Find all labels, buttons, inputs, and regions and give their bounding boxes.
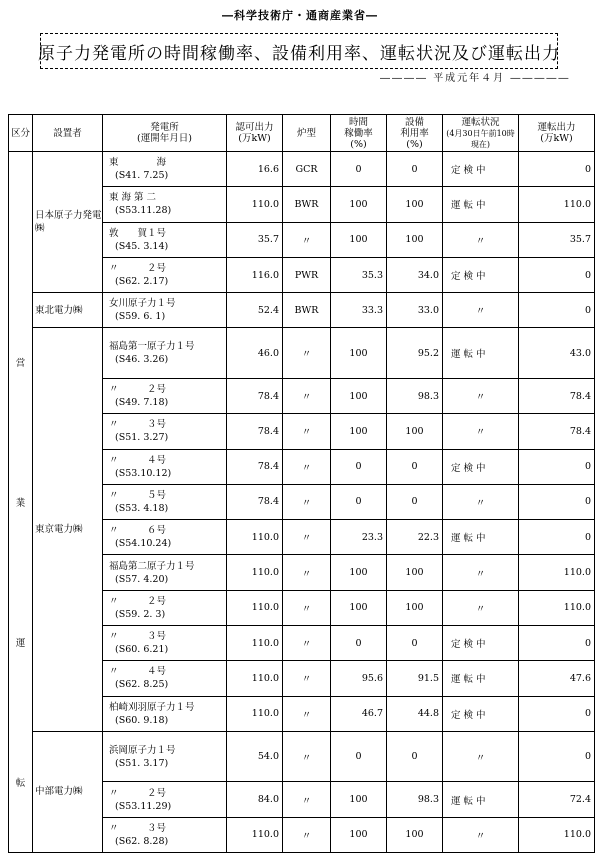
time-rate-cell: 100 bbox=[331, 414, 387, 449]
plant-name: 柏崎刈羽原子力１号 bbox=[109, 701, 195, 713]
time-rate-cell: 46.7 bbox=[331, 696, 387, 731]
plant-cell bbox=[103, 257, 227, 292]
capacity-cell: 54.0 bbox=[227, 731, 283, 781]
reactor-cell: 〃 bbox=[283, 222, 331, 257]
facility-rate-cell: 0 bbox=[387, 731, 443, 781]
output-cell: 0 bbox=[519, 257, 595, 292]
time-rate-cell: 0 bbox=[331, 152, 387, 187]
output-cell: 47.6 bbox=[519, 661, 595, 696]
plant-start-date: (S60. 9.18) bbox=[115, 714, 169, 726]
col-kubun: 区分 bbox=[9, 115, 33, 152]
status-cell: 〃 bbox=[443, 222, 519, 257]
title-box bbox=[40, 33, 558, 69]
col-output bbox=[519, 115, 595, 152]
output-cell: 72.4 bbox=[519, 782, 595, 817]
time-rate-cell: 0 bbox=[331, 731, 387, 781]
time-rate-cell: 95.6 bbox=[331, 661, 387, 696]
time-rate-cell: 100 bbox=[331, 378, 387, 413]
facility-rate-cell: 44.8 bbox=[387, 696, 443, 731]
reactor-cell: 〃 bbox=[283, 626, 331, 661]
capacity-cell: 46.0 bbox=[227, 328, 283, 378]
plant-cell bbox=[103, 152, 227, 187]
facility-rate-cell: 22.3 bbox=[387, 520, 443, 555]
col-status-l2: (4月30日午前10時現在) bbox=[446, 128, 515, 149]
plant-start-date: (S41. 7.25) bbox=[115, 170, 169, 182]
operator-tepco: 東京電力㈱ bbox=[33, 328, 103, 731]
output-cell: 0 bbox=[519, 152, 595, 187]
capacity-cell: 78.4 bbox=[227, 414, 283, 449]
output-cell: 0 bbox=[519, 520, 595, 555]
reactor-cell: 〃 bbox=[283, 782, 331, 817]
operator-tohoku: 東北電力㈱ bbox=[33, 293, 103, 328]
reactor-cell: 〃 bbox=[283, 520, 331, 555]
col-capacity-l1: 認可出力 bbox=[235, 122, 274, 133]
capacity-cell: 110.0 bbox=[227, 520, 283, 555]
plant-name: 敦 賀１号 bbox=[109, 227, 167, 239]
table-row bbox=[9, 152, 595, 187]
col-time-rate bbox=[331, 115, 387, 152]
table-row bbox=[9, 293, 595, 328]
reactor-cell: 〃 bbox=[283, 414, 331, 449]
plant-name: 〃 ３号 bbox=[109, 822, 167, 834]
status-cell: 運 転 中 bbox=[443, 661, 519, 696]
col-facility-rate-l3: (%) bbox=[406, 138, 423, 150]
plant-start-date: (S53.11.29) bbox=[115, 800, 172, 812]
plant-cell bbox=[103, 782, 227, 817]
reactor-cell: 〃 bbox=[283, 661, 331, 696]
reactor-cell: BWR bbox=[283, 187, 331, 222]
plant-start-date: (S62. 2.17) bbox=[115, 276, 169, 288]
time-rate-cell: 100 bbox=[331, 328, 387, 378]
status-cell: 〃 bbox=[443, 414, 519, 449]
plant-start-date: (S54.10.24) bbox=[115, 538, 172, 550]
col-facility-rate bbox=[387, 115, 443, 152]
status-cell: 定 検 中 bbox=[443, 626, 519, 661]
col-plant-l1: 発電所 bbox=[150, 122, 179, 133]
plant-cell bbox=[103, 328, 227, 378]
plant-cell bbox=[103, 590, 227, 625]
plant-name: 女川原子力１号 bbox=[109, 298, 176, 310]
facility-rate-cell: 100 bbox=[387, 817, 443, 852]
col-time-rate-l1: 時間 bbox=[348, 116, 368, 128]
reactor-cell: 〃 bbox=[283, 328, 331, 378]
plant-cell bbox=[103, 484, 227, 519]
plant-cell bbox=[103, 222, 227, 257]
kubun-cell bbox=[9, 152, 33, 853]
col-plant bbox=[103, 115, 227, 152]
plant-start-date: (S46. 3.26) bbox=[115, 354, 169, 366]
status-cell: 〃 bbox=[443, 817, 519, 852]
kubun-char: 営 bbox=[15, 358, 26, 369]
facility-rate-cell: 0 bbox=[387, 449, 443, 484]
capacity-cell: 110.0 bbox=[227, 696, 283, 731]
plant-start-date: (S51. 3.17) bbox=[115, 757, 169, 769]
status-cell: 定 検 中 bbox=[443, 257, 519, 292]
plant-cell bbox=[103, 696, 227, 731]
time-rate-cell: 100 bbox=[331, 187, 387, 222]
status-cell: 定 検 中 bbox=[443, 152, 519, 187]
capacity-cell: 52.4 bbox=[227, 293, 283, 328]
status-cell: 〃 bbox=[443, 555, 519, 590]
output-cell: 110.0 bbox=[519, 555, 595, 590]
capacity-cell: 110.0 bbox=[227, 817, 283, 852]
status-cell: 〃 bbox=[443, 590, 519, 625]
plant-cell bbox=[103, 293, 227, 328]
reactor-cell: 〃 bbox=[283, 731, 331, 781]
output-cell: 0 bbox=[519, 484, 595, 519]
plant-start-date: (S62. 8.25) bbox=[115, 679, 169, 691]
table-row bbox=[9, 731, 595, 781]
output-cell: 78.4 bbox=[519, 414, 595, 449]
reactor-cell: 〃 bbox=[283, 378, 331, 413]
plant-name: 〃 ２号 bbox=[109, 787, 167, 799]
report-date-text: 平成元年４月 bbox=[433, 73, 506, 84]
output-cell: 110.0 bbox=[519, 187, 595, 222]
facility-rate-cell: 100 bbox=[387, 414, 443, 449]
col-time-rate-l3: (%) bbox=[350, 138, 367, 150]
plant-name: 〃 ２号 bbox=[109, 263, 167, 275]
status-cell: 〃 bbox=[443, 378, 519, 413]
plant-table bbox=[8, 114, 595, 853]
col-capacity-l2: (万kW) bbox=[238, 133, 271, 144]
time-rate-cell: 0 bbox=[331, 484, 387, 519]
plant-name: 〃 ６号 bbox=[109, 525, 167, 537]
status-cell: 運 転 中 bbox=[443, 782, 519, 817]
output-cell: 0 bbox=[519, 449, 595, 484]
plant-start-date: (S53.10.12) bbox=[115, 467, 172, 479]
header-row bbox=[9, 115, 595, 152]
kubun-char: 運 bbox=[15, 638, 26, 649]
plant-cell bbox=[103, 520, 227, 555]
time-rate-cell: 35.3 bbox=[331, 257, 387, 292]
col-facility-rate-l1: 設備 bbox=[404, 116, 424, 128]
plant-name: 〃 ４号 bbox=[109, 666, 167, 678]
plant-cell bbox=[103, 555, 227, 590]
plant-start-date: (S60. 6.21) bbox=[115, 644, 169, 656]
output-cell: 110.0 bbox=[519, 817, 595, 852]
facility-rate-cell: 98.3 bbox=[387, 782, 443, 817]
facility-rate-cell: 100 bbox=[387, 590, 443, 625]
plant-start-date: (S57. 4.20) bbox=[115, 573, 169, 585]
output-cell: 0 bbox=[519, 696, 595, 731]
reactor-cell: PWR bbox=[283, 257, 331, 292]
plant-start-date: (S59. 2. 3) bbox=[115, 608, 166, 620]
plant-name: 浜岡原子力１号 bbox=[109, 744, 176, 756]
time-rate-cell: 100 bbox=[331, 555, 387, 590]
capacity-cell: 110.0 bbox=[227, 555, 283, 590]
facility-rate-cell: 98.3 bbox=[387, 378, 443, 413]
plant-name: 〃 ５号 bbox=[109, 489, 167, 501]
time-rate-cell: 100 bbox=[331, 222, 387, 257]
status-cell: 運 転 中 bbox=[443, 328, 519, 378]
status-cell: 〃 bbox=[443, 293, 519, 328]
plant-name: 福島第一原子力１号 bbox=[109, 341, 195, 353]
reactor-cell: 〃 bbox=[283, 817, 331, 852]
output-cell: 110.0 bbox=[519, 590, 595, 625]
reactor-cell: 〃 bbox=[283, 555, 331, 590]
kubun-char: 業 bbox=[15, 498, 26, 509]
page-title: 原子力発電所の時間稼働率、設備利用率、運転状況及び運転出力 bbox=[38, 43, 560, 64]
col-reactor: 炉型 bbox=[283, 115, 331, 152]
col-plant-l2: (運開年月日) bbox=[137, 133, 192, 144]
plant-name: 〃 ４号 bbox=[109, 454, 167, 466]
facility-rate-cell: 91.5 bbox=[387, 661, 443, 696]
facility-rate-cell: 100 bbox=[387, 555, 443, 590]
plant-cell bbox=[103, 449, 227, 484]
col-facility-rate-l2: 利用率 bbox=[400, 127, 429, 139]
plant-start-date: (S49. 7.18) bbox=[115, 397, 169, 409]
table-row bbox=[9, 328, 595, 378]
col-status bbox=[443, 115, 519, 152]
col-output-l2: (万kW) bbox=[540, 133, 573, 144]
time-rate-cell: 33.3 bbox=[331, 293, 387, 328]
col-capacity bbox=[227, 115, 283, 152]
operator-japc: 日本原子力発電㈱ bbox=[33, 152, 103, 293]
capacity-cell: 78.4 bbox=[227, 449, 283, 484]
capacity-cell: 78.4 bbox=[227, 378, 283, 413]
capacity-cell: 78.4 bbox=[227, 484, 283, 519]
status-cell: 定 検 中 bbox=[443, 449, 519, 484]
reactor-cell: 〃 bbox=[283, 484, 331, 519]
status-cell: 運 転 中 bbox=[443, 187, 519, 222]
reactor-cell: GCR bbox=[283, 152, 331, 187]
plant-start-date: (S62. 8.28) bbox=[115, 835, 169, 847]
plant-name: 〃 ２号 bbox=[109, 384, 167, 396]
plant-name: 〃 ３号 bbox=[109, 631, 167, 643]
plant-cell bbox=[103, 414, 227, 449]
plant-start-date: (S45. 3.14) bbox=[115, 240, 169, 252]
plant-cell bbox=[103, 661, 227, 696]
time-rate-cell: 23.3 bbox=[331, 520, 387, 555]
facility-rate-cell: 0 bbox=[387, 152, 443, 187]
capacity-cell: 116.0 bbox=[227, 257, 283, 292]
capacity-cell: 110.0 bbox=[227, 661, 283, 696]
facility-rate-cell: 0 bbox=[387, 626, 443, 661]
time-rate-cell: 100 bbox=[331, 590, 387, 625]
output-cell: 35.7 bbox=[519, 222, 595, 257]
time-rate-cell: 100 bbox=[331, 782, 387, 817]
reactor-cell: 〃 bbox=[283, 449, 331, 484]
output-cell: 0 bbox=[519, 626, 595, 661]
time-rate-cell: 100 bbox=[331, 817, 387, 852]
plant-start-date: (S59. 6. 1) bbox=[115, 311, 166, 323]
time-rate-cell: 0 bbox=[331, 626, 387, 661]
status-cell: 定 検 中 bbox=[443, 696, 519, 731]
output-cell: 0 bbox=[519, 293, 595, 328]
ministries-header: ―科学技術庁・通商産業省― bbox=[222, 9, 378, 22]
plant-start-date: (S53. 4.18) bbox=[115, 502, 169, 514]
capacity-cell: 84.0 bbox=[227, 782, 283, 817]
plant-name: 東 海 第 二 bbox=[109, 192, 157, 204]
output-cell: 0 bbox=[519, 731, 595, 781]
facility-rate-cell: 95.2 bbox=[387, 328, 443, 378]
plant-name: 福島第二原子力１号 bbox=[109, 560, 195, 572]
facility-rate-cell: 100 bbox=[387, 222, 443, 257]
plant-cell bbox=[103, 731, 227, 781]
reactor-cell: 〃 bbox=[283, 696, 331, 731]
time-rate-cell: 0 bbox=[331, 449, 387, 484]
capacity-cell: 35.7 bbox=[227, 222, 283, 257]
capacity-cell: 110.0 bbox=[227, 626, 283, 661]
col-output-l1: 運転出力 bbox=[537, 122, 576, 133]
capacity-cell: 16.6 bbox=[227, 152, 283, 187]
plant-cell bbox=[103, 626, 227, 661]
col-time-rate-l2: 稼働率 bbox=[344, 127, 373, 139]
plant-name: 〃 ３号 bbox=[109, 419, 167, 431]
kubun-char: 転 bbox=[15, 778, 26, 789]
capacity-cell: 110.0 bbox=[227, 590, 283, 625]
plant-start-date: (S53.11.28) bbox=[115, 205, 172, 217]
facility-rate-cell: 34.0 bbox=[387, 257, 443, 292]
plant-name: 東 海 bbox=[109, 157, 167, 169]
facility-rate-cell: 0 bbox=[387, 484, 443, 519]
plant-cell bbox=[103, 378, 227, 413]
facility-rate-cell: 33.0 bbox=[387, 293, 443, 328]
col-operator: 設置者 bbox=[33, 115, 103, 152]
status-cell: 〃 bbox=[443, 484, 519, 519]
plant-cell bbox=[103, 817, 227, 852]
plant-cell bbox=[103, 187, 227, 222]
capacity-cell: 110.0 bbox=[227, 187, 283, 222]
operator-chubu: 中部電力㈱ bbox=[33, 731, 103, 852]
col-status-l1: 運転状況 bbox=[461, 116, 500, 128]
status-cell: 〃 bbox=[443, 731, 519, 781]
output-cell: 43.0 bbox=[519, 328, 595, 378]
plant-name: 〃 ２号 bbox=[109, 595, 167, 607]
report-date: ―――― 平成元年４月 ――――― bbox=[380, 73, 571, 84]
facility-rate-cell: 100 bbox=[387, 187, 443, 222]
status-cell: 運 転 中 bbox=[443, 520, 519, 555]
plant-start-date: (S51. 3.27) bbox=[115, 432, 169, 444]
reactor-cell: 〃 bbox=[283, 590, 331, 625]
output-cell: 78.4 bbox=[519, 378, 595, 413]
reactor-cell: BWR bbox=[283, 293, 331, 328]
